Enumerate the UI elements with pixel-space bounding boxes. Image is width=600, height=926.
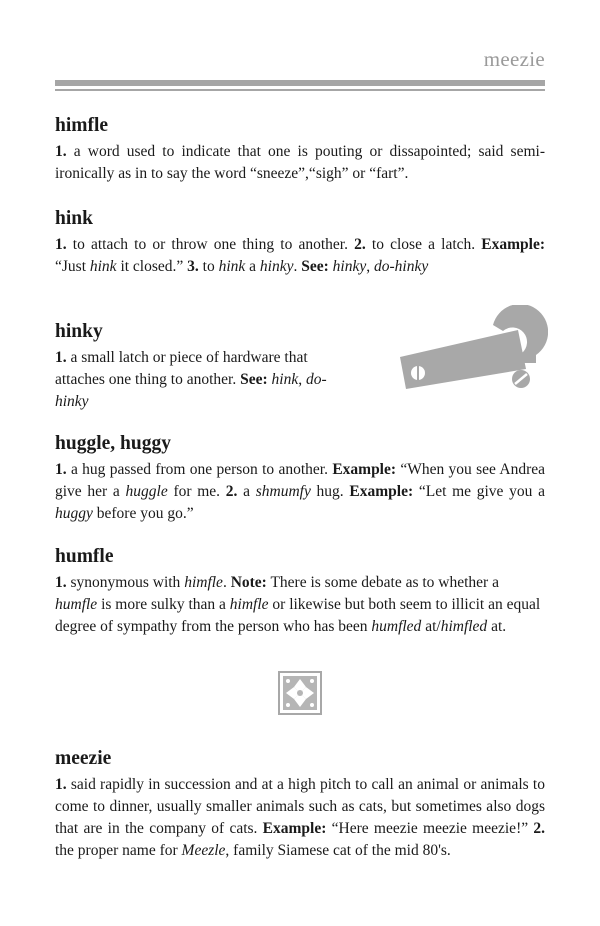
definition-label: 1.	[55, 776, 67, 793]
running-head: meezie	[483, 47, 545, 71]
latch-illustration	[398, 305, 548, 400]
definition-text: said rapidly in succession and at a high pitch to call an animal or animals to come to dinner, usually smaller animals such as cats, but sometimes also dogs that are in the company of cats.	[55, 776, 545, 837]
definition-term-ref: do-hinky	[374, 258, 429, 275]
entry-term: humfle	[55, 546, 114, 567]
definition-text: synonymous with	[66, 574, 185, 591]
header-rule-thick	[55, 80, 545, 86]
definition-text: at/	[421, 618, 441, 635]
definition-label: Note:	[230, 574, 267, 591]
definition-text: “Here meezie meezie meezie!”	[326, 820, 534, 837]
definition-label: Example:	[262, 820, 327, 837]
entry-huggle-huggy	[55, 432, 545, 525]
definition-text: “Let me give you a	[413, 483, 546, 500]
definition-term-ref: do-hinky	[55, 371, 327, 410]
entry-humfle	[55, 545, 545, 638]
entry-definition	[55, 347, 340, 413]
ornament-icon	[278, 671, 322, 715]
definition-text: .	[222, 574, 231, 591]
entry-definition	[55, 572, 545, 638]
entry-definition	[55, 459, 545, 525]
entry-term: meezie	[55, 748, 112, 769]
definition-text: “When you see Andrea give her a	[55, 461, 545, 500]
definition-term-ref: humfled	[371, 618, 422, 635]
definition-label: 1.	[55, 236, 67, 253]
entry-term: huggle, huggy	[55, 433, 171, 454]
definition-text: is more sulky than a	[97, 596, 230, 613]
definition-text: a word used to indicate that one is pouting or dissapointed; said semi-ironically as in to say the word “sneeze”,“sigh” or “fart”.	[55, 143, 545, 182]
definition-label: See:	[301, 258, 329, 275]
definition-text: .	[293, 258, 302, 275]
definition-label: Example:	[332, 461, 397, 478]
definition-term-ref: huggle	[125, 483, 168, 500]
definition-text: a hug passed from one person to another.	[66, 461, 333, 478]
definition-label: 2.	[354, 236, 366, 253]
entry-definition	[55, 234, 545, 278]
definition-term-ref: shmumfy	[255, 483, 311, 500]
definition-label: Example:	[349, 483, 414, 500]
definition-text: for me.	[167, 483, 226, 500]
definition-text: or likewise but both seem to illicit an equal degree of sympathy from the person who has been	[55, 596, 541, 635]
definition-term-ref: himfle	[184, 574, 223, 591]
definition-term-ref: hink	[271, 371, 299, 388]
entry-term: himfle	[55, 115, 109, 136]
definition-text: ,	[366, 258, 374, 275]
definition-text: a	[237, 483, 256, 500]
definition-label: 1.	[55, 461, 67, 478]
definition-text: a small latch or piece of hardware that attaches one thing to another.	[55, 349, 308, 388]
definition-text: a	[245, 258, 260, 275]
definition-text: There is some debate as to whether a	[266, 574, 499, 591]
entry-term: hinky	[55, 321, 103, 342]
entry-meezie	[55, 747, 545, 862]
definition-label: 2.	[225, 483, 238, 500]
definition-text: to attach to or throw one thing to another.	[66, 236, 355, 253]
definition-text: to close a latch.	[365, 236, 482, 253]
definition-text: hug.	[310, 483, 350, 500]
definition-text: , family Siamese cat of the mid 80's.	[225, 842, 451, 859]
definition-label: 1.	[55, 143, 67, 160]
definition-label: 1.	[55, 349, 67, 366]
definition-term-ref: hink	[89, 258, 117, 275]
definition-term-ref: himfled	[440, 618, 488, 635]
definition-label: 3.	[187, 258, 199, 275]
entry-hink	[55, 207, 545, 278]
entry-definition	[55, 774, 545, 862]
definition-term-ref: humfle	[55, 596, 98, 613]
definition-text: to	[198, 258, 219, 275]
definition-term-ref: himfle	[229, 596, 269, 613]
definition-text: “Just	[55, 258, 90, 275]
definition-term-ref: hinky	[259, 258, 294, 275]
definition-text: at.	[487, 618, 507, 635]
definition-text: it closed.”	[116, 258, 188, 275]
definition-label: See:	[240, 371, 268, 388]
definition-label: 2.	[533, 820, 545, 837]
entry-term: hink	[55, 208, 93, 229]
definition-label: 1.	[55, 574, 67, 591]
definition-text: the proper name for	[55, 842, 182, 859]
header-rule-thin	[55, 89, 545, 91]
definition-text: before you go.”	[92, 505, 194, 522]
definition-term-ref: hinky	[332, 258, 367, 275]
definition-term-ref: hink	[218, 258, 246, 275]
entry-definition	[55, 141, 545, 185]
entry-himfle	[55, 114, 545, 185]
definition-label: Example:	[481, 236, 546, 253]
definition-term-ref: Meezle	[181, 842, 226, 859]
definition-text: ,	[298, 371, 306, 388]
definition-term-ref: huggy	[55, 505, 93, 522]
